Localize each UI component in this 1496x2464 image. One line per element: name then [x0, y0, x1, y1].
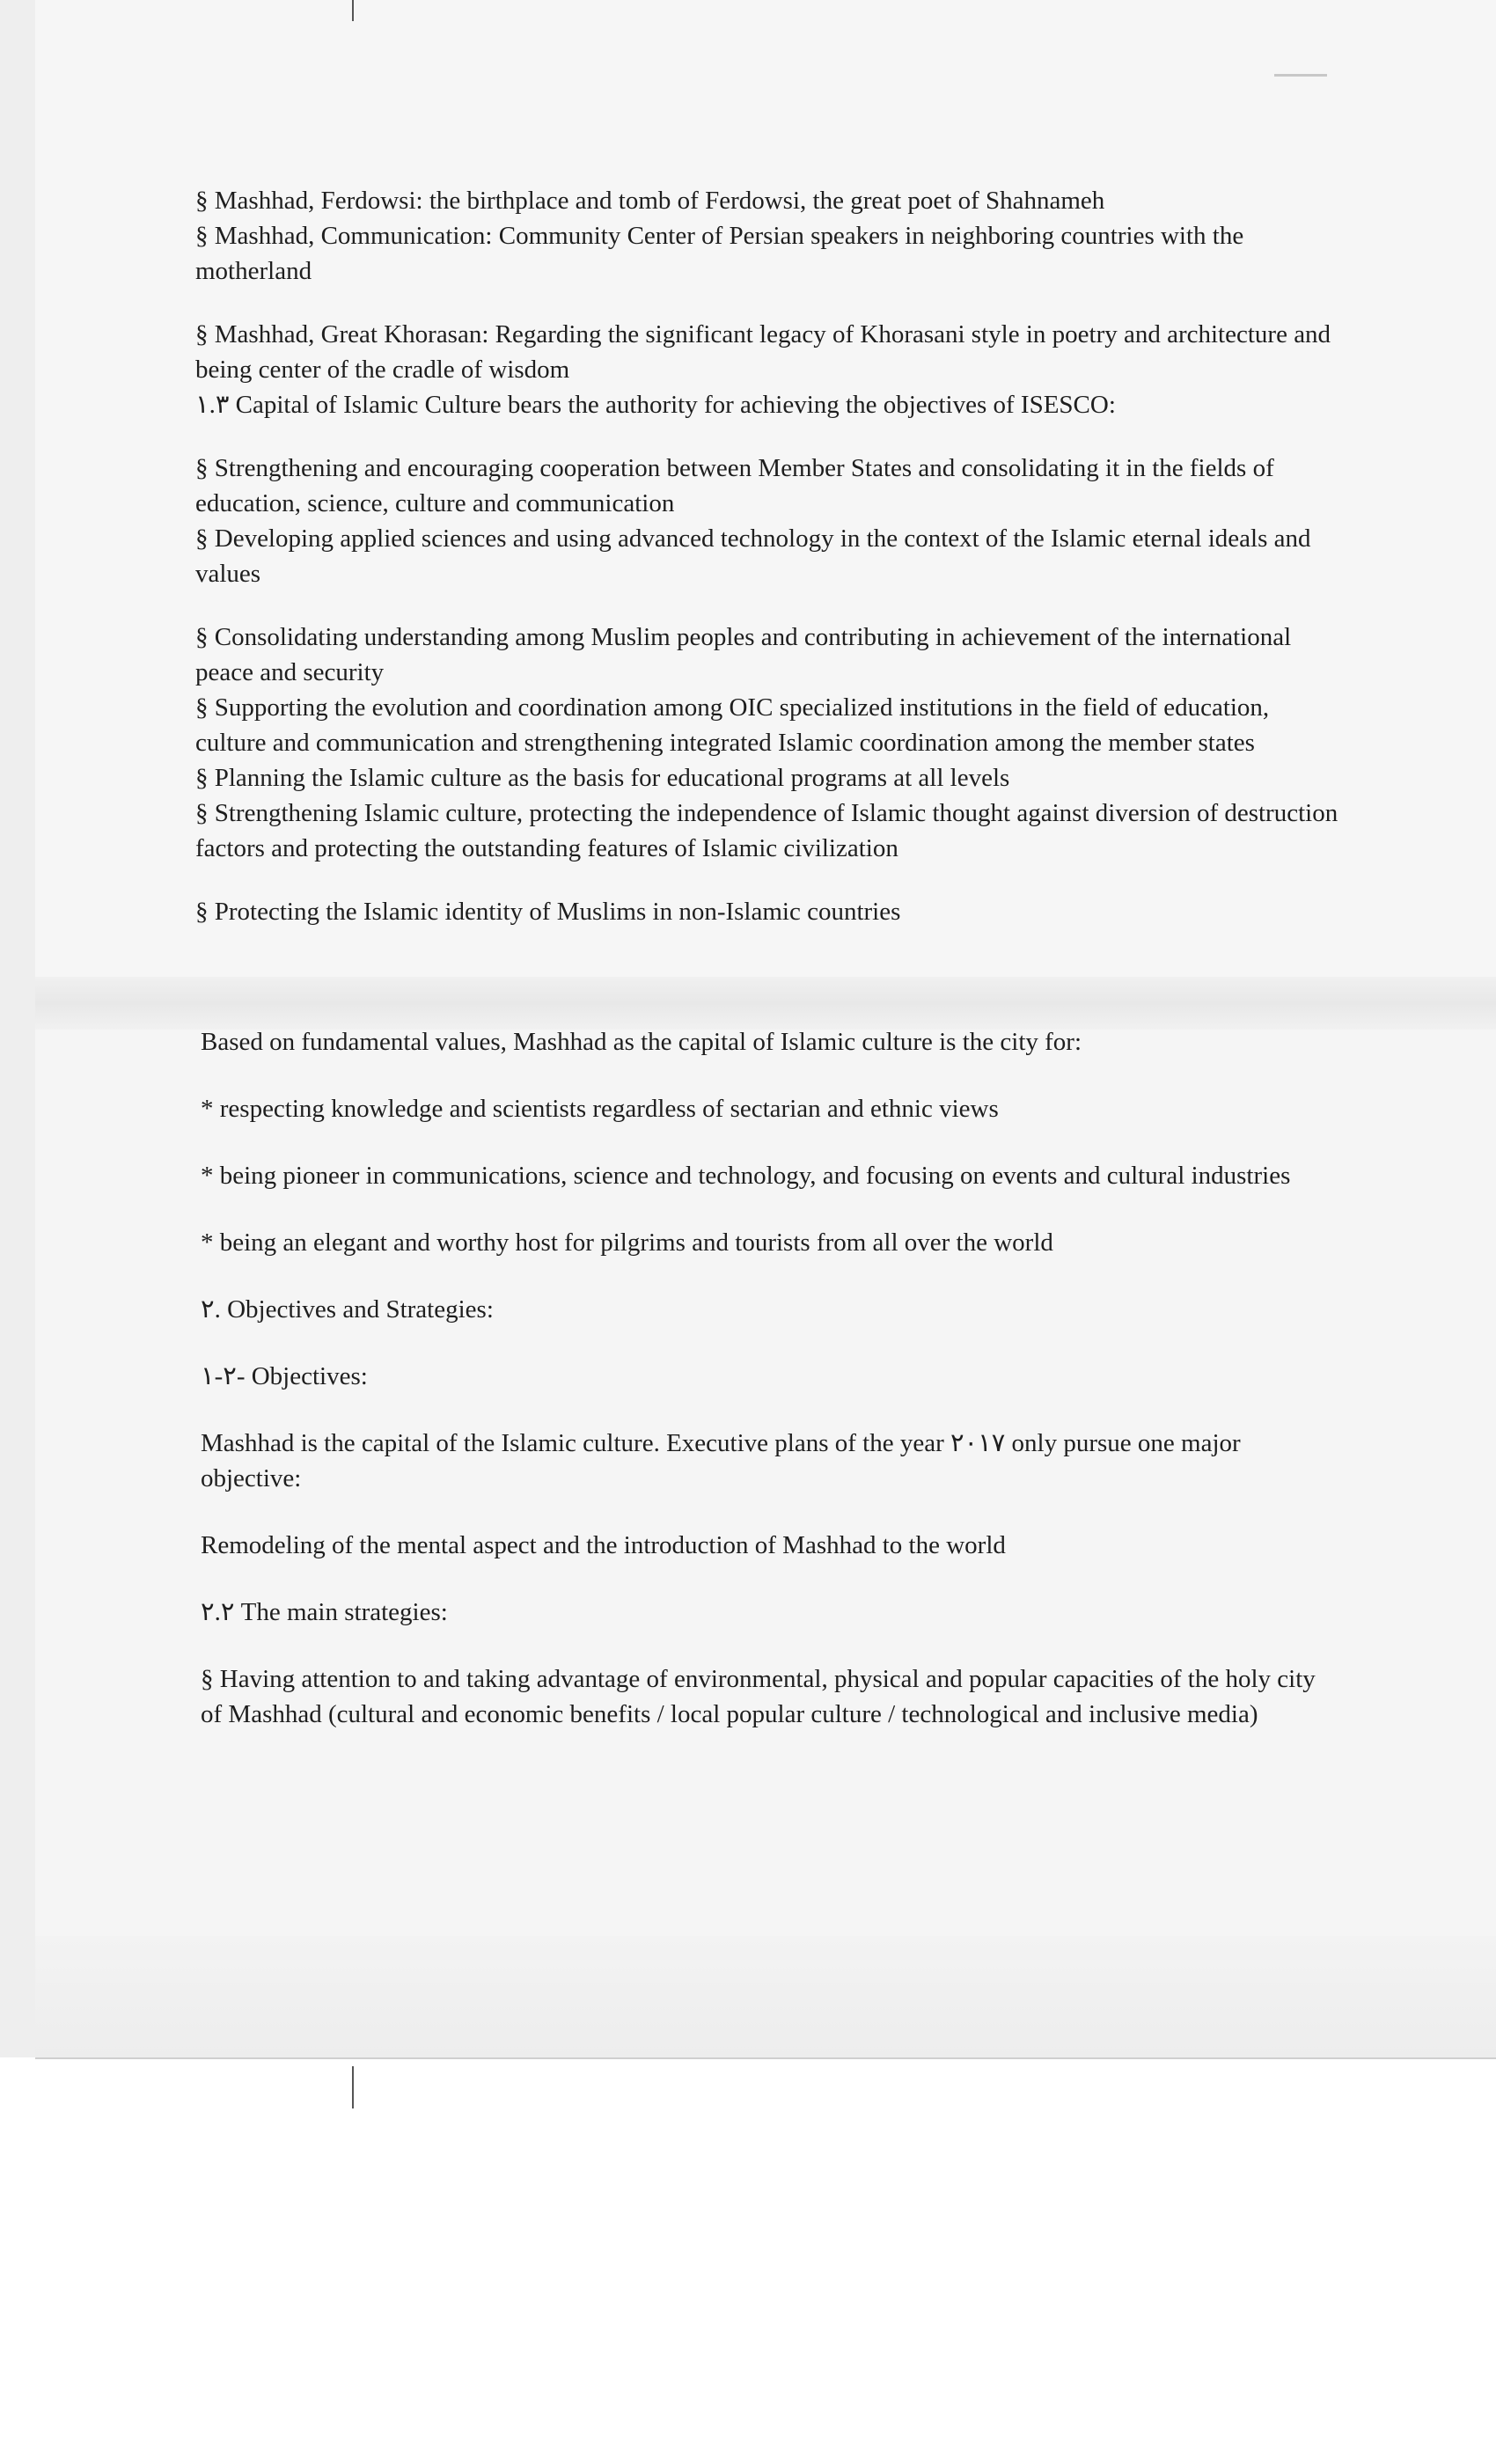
bullet-strengthening-culture: § Strengthening Islamic culture, protecting the independence of Islamic thought against diversion of destruction factors and protecting the outstanding features of Islamic civilization	[195, 799, 1338, 862]
value-respecting-knowledge: * respecting knowledge and scientists regardless of sectarian and ethnic views	[201, 1095, 999, 1123]
section-2-2-heading: ٢.٢ The main strategies:	[201, 1598, 448, 1626]
second-section	[201, 1024, 1339, 1732]
section-2-heading: ٢. Objectives and Strategies:	[201, 1295, 494, 1324]
strategy-environmental-capacities: § Having attention to and taking advantage of environmental, physical and popular capacities of the holy city of Mashhad (cultural and economic benefits / local popular culture / technological and inclusive media)	[201, 1665, 1316, 1728]
bullet-strengthening-cooperation: § Strengthening and encouraging cooperation between Member States and consolidating it in the fields of education, science, culture and communication	[195, 454, 1274, 517]
bullet-applied-sciences: § Developing applied sciences and using advanced technology in the context of the Islamic eternal ideals and values	[195, 524, 1311, 588]
document-body	[195, 183, 1339, 1732]
section-1-3-heading: ١.٣ Capital of Islamic Culture bears the authority for achieving the objectives of ISESCO:	[195, 391, 1116, 419]
crop-mark-top	[352, 0, 354, 21]
bullet-supporting-evolution: § Supporting the evolution and coordination among OIC specialized institutions in the field of education, culture and communication and strengthening integrated Islamic coordination among the member states	[195, 693, 1270, 757]
crop-mark-bottom	[352, 2066, 354, 2108]
fundamental-values-intro: Based on fundamental values, Mashhad as the capital of Islamic culture is the city for:	[201, 1028, 1082, 1056]
bullet-great-khorasan: § Mashhad, Great Khorasan: Regarding the significant legacy of Khorasani style in poetry and architecture and being center of the cradle of wisdom	[195, 320, 1331, 384]
section-2-1-heading: ٢-١- Objectives:	[201, 1362, 368, 1390]
bullet-protecting-identity: § Protecting the Islamic identity of Muslims in non-Islamic countries	[195, 898, 901, 926]
bullet-consolidating-understanding: § Consolidating understanding among Muslim peoples and contributing in achievement of the international peace and security	[195, 623, 1292, 686]
page-bottom-edge	[35, 2057, 1496, 2059]
value-pioneer-communications: * being pioneer in communications, science and technology, and focusing on events and cultural industries	[201, 1162, 1291, 1190]
scan-left-edge	[0, 0, 35, 2057]
objective-statement: Mashhad is the capital of the Islamic culture. Executive plans of the year ٢٠١٧ only pursue one major objective:	[201, 1429, 1241, 1492]
bullet-communication: § Mashhad, Communication: Community Center of Persian speakers in neighboring countries with the motherland	[195, 222, 1244, 285]
value-elegant-host: * being an elegant and worthy host for pilgrims and tourists from all over the world	[201, 1228, 1053, 1257]
objective-remodeling: Remodeling of the mental aspect and the introduction of Mashhad to the world	[201, 1531, 1006, 1559]
scan-artifact-mark	[1274, 74, 1327, 77]
bullet-ferdowsi: § Mashhad, Ferdowsi: the birthplace and tomb of Ferdowsi, the great poet of Shahnameh	[195, 187, 1105, 215]
scan-shading-bottom	[0, 1936, 1496, 2057]
bullet-planning-culture: § Planning the Islamic culture as the basis for educational programs at all levels	[195, 764, 1010, 792]
